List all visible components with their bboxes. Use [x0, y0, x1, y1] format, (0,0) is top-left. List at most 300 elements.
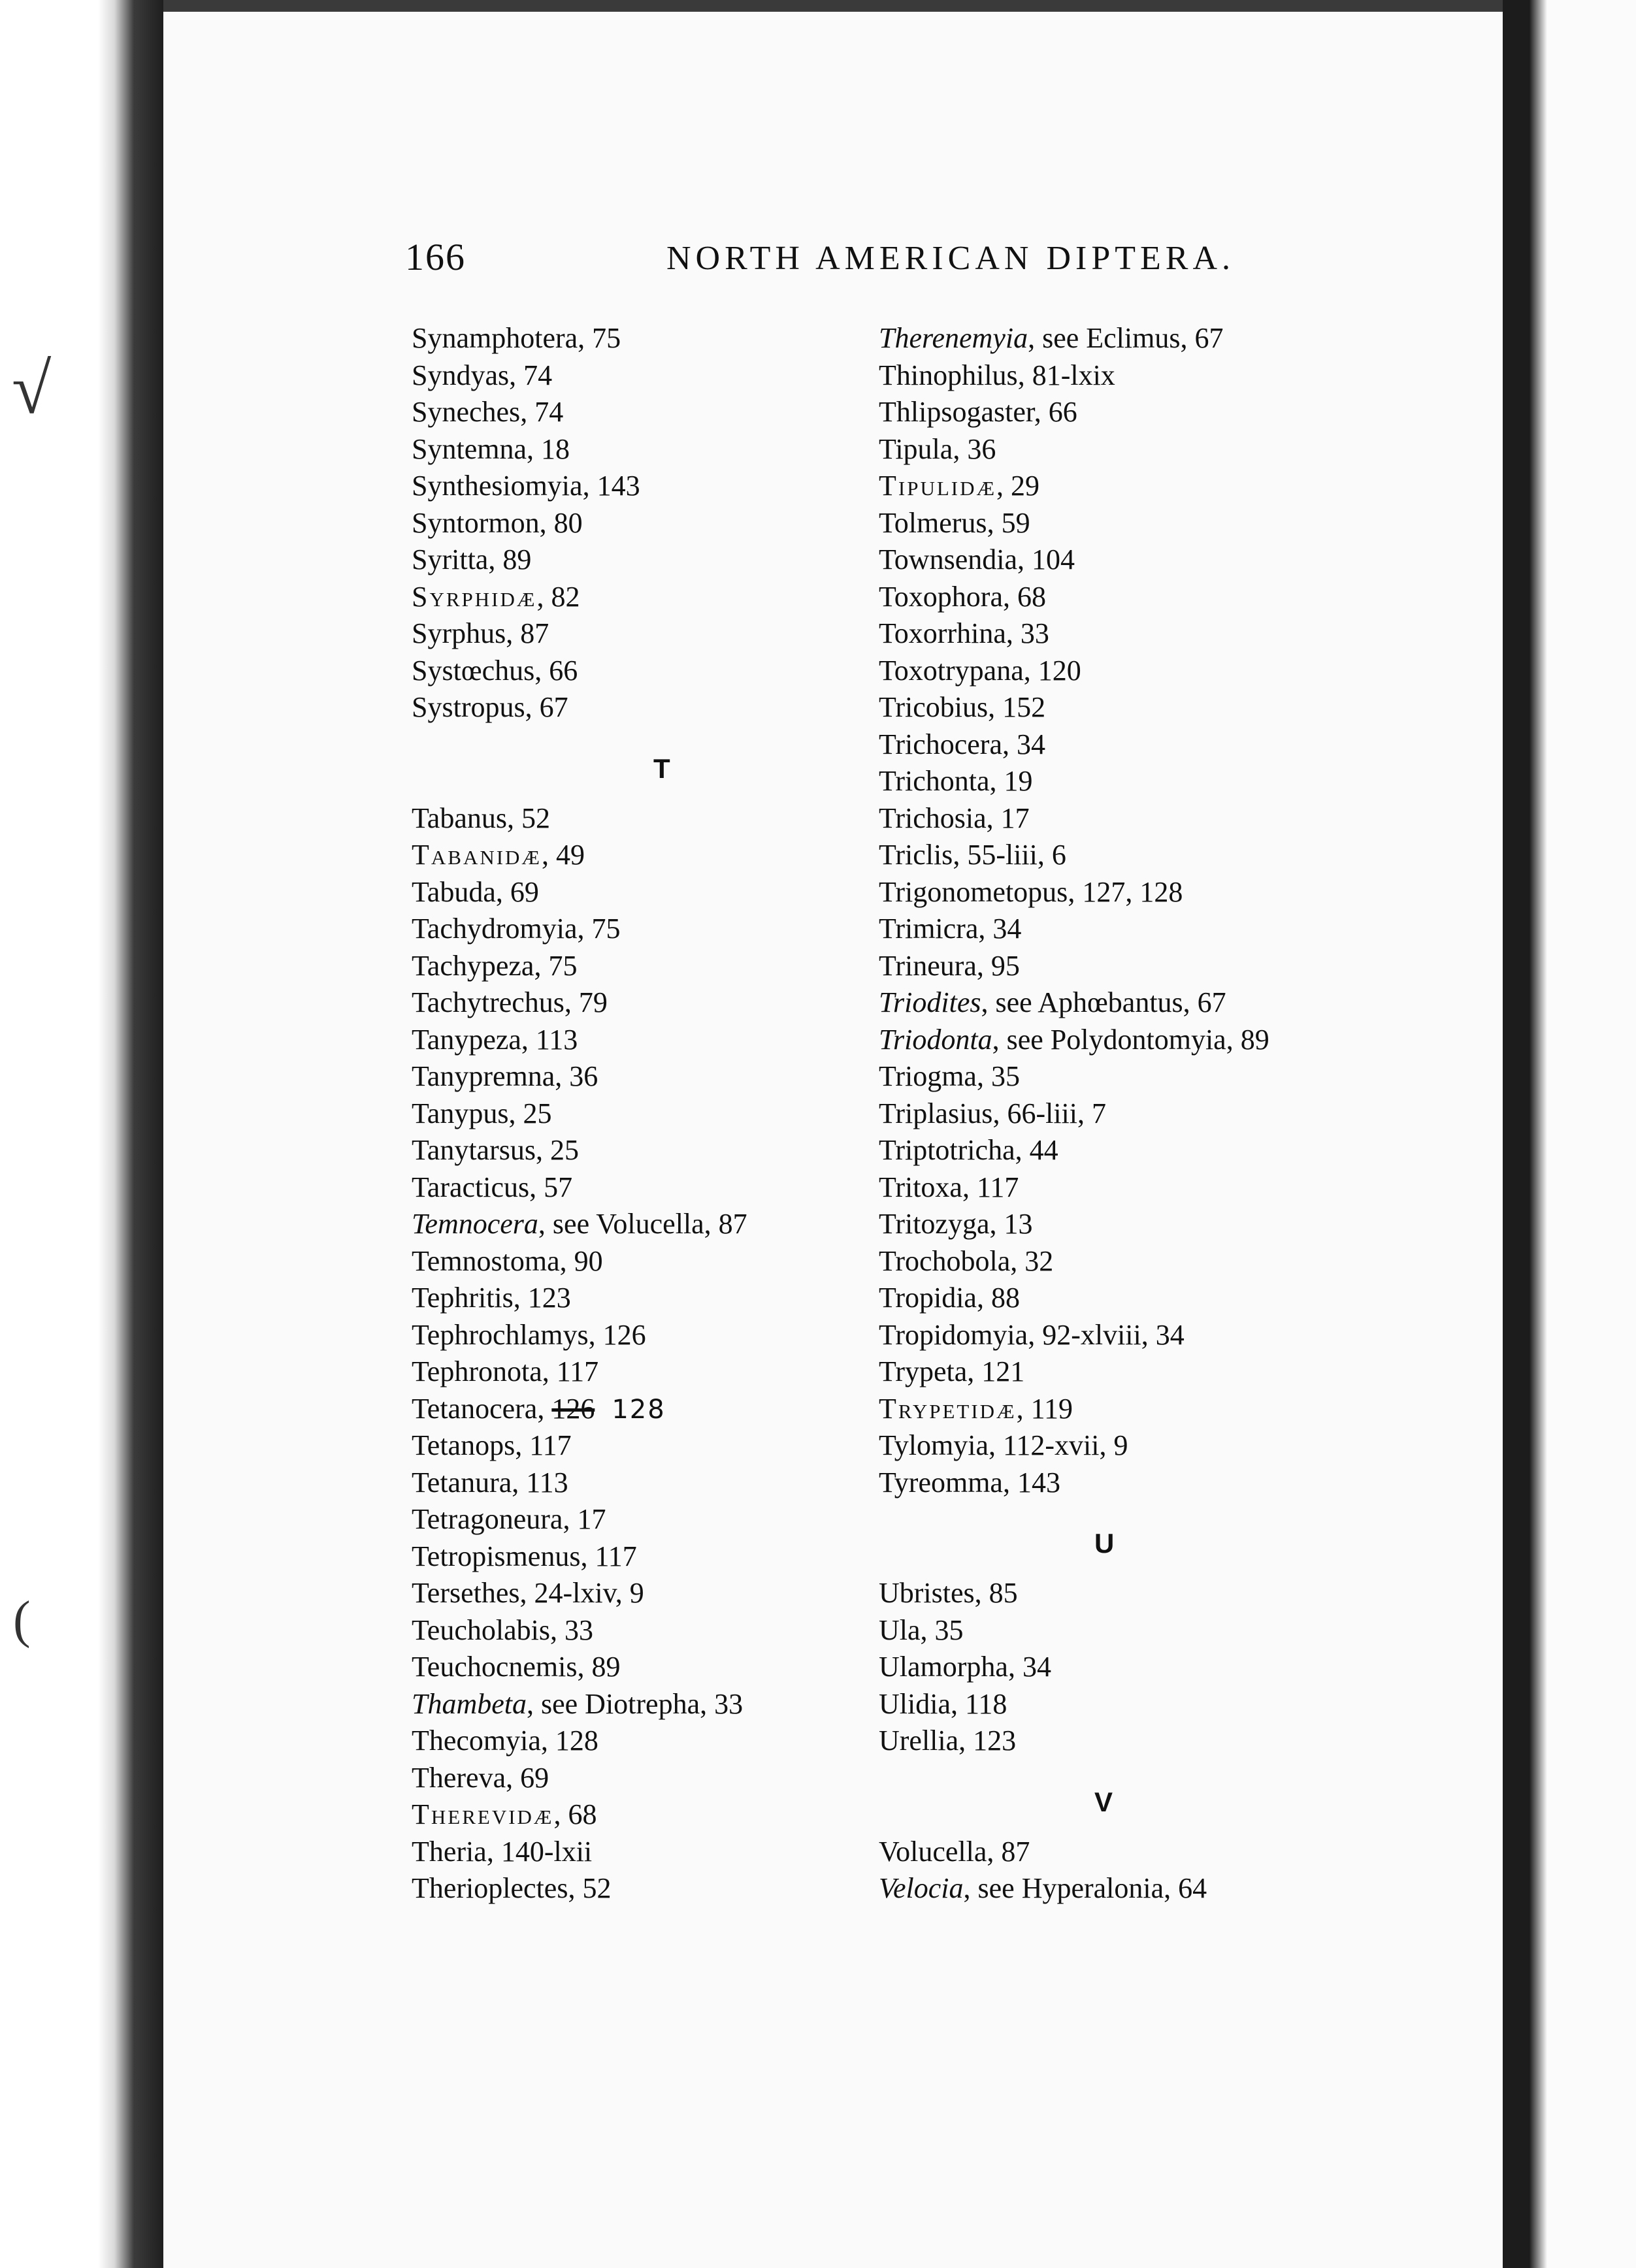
index-column-left: [412, 320, 747, 1907]
entry-separator: ,: [549, 1613, 564, 1646]
entry-page-refs: 88: [990, 1282, 1020, 1314]
entry-name: Tanytarsus: [412, 1134, 536, 1166]
entry-page-refs: 113: [526, 1466, 568, 1498]
entry-name: Triplasius: [879, 1097, 993, 1129]
entry-page-refs: 36: [569, 1060, 598, 1092]
entry-page-refs: 127, 128: [1082, 875, 1183, 908]
entry-name: Tephritis: [412, 1282, 514, 1314]
entry-separator: ,: [527, 1687, 541, 1720]
entry-name: Tanypus: [412, 1097, 509, 1129]
index-entry: [412, 394, 747, 431]
entry-page-refs: 123: [973, 1725, 1017, 1757]
entry-separator: ,: [495, 875, 510, 908]
entry-page-refs: 113: [535, 1023, 578, 1056]
entry-page-refs: see Hyperalonia, 64: [977, 1872, 1207, 1904]
index-entry: [879, 468, 1269, 505]
entry-name: Tachytrechus: [412, 986, 564, 1018]
index-entry: [412, 911, 747, 948]
entry-page-refs: see Aphœbantus, 67: [995, 986, 1226, 1018]
entry-name: Volucella: [879, 1835, 987, 1868]
entry-name: Syneches: [412, 396, 521, 428]
entry-separator: ,: [534, 949, 549, 982]
entry-name: Triodites: [879, 986, 981, 1018]
index-entry: [879, 1353, 1269, 1391]
entry-page-refs: 18: [540, 432, 570, 465]
entry-page-refs: 69: [520, 1761, 549, 1794]
index-entry: [879, 800, 1269, 837]
index-entry: [879, 1575, 1269, 1612]
entry-page-refs: 33: [1020, 617, 1049, 649]
entry-separator: ,: [515, 1429, 530, 1461]
entry-name: Thereva: [412, 1761, 506, 1794]
entry-page-refs: see Polydontomyia, 89: [1006, 1023, 1269, 1056]
entry-name: Tritozyga: [879, 1208, 990, 1240]
index-entry: [412, 1095, 747, 1133]
entry-name: Townsendia: [879, 543, 1017, 575]
entry-name: Trypetidæ: [879, 1392, 1017, 1425]
entry-name: Systropus: [412, 691, 525, 723]
entry-name: Toxotrypana: [879, 654, 1024, 687]
index-entry: [879, 984, 1269, 1022]
entry-page-refs: 95: [990, 949, 1020, 982]
index-entry: [412, 1391, 747, 1428]
entry-name: Tyreomma: [879, 1466, 1003, 1498]
entry-page-refs: 13: [1004, 1208, 1033, 1240]
entry-separator: ,: [1002, 728, 1017, 760]
entry-separator: ,: [953, 839, 968, 871]
entry-separator: ,: [582, 470, 597, 502]
entry-name: Syrphus: [412, 617, 506, 649]
entry-separator: ,: [962, 1171, 977, 1203]
index-entry: [412, 984, 747, 1022]
entry-name: Tropidia: [879, 1282, 977, 1314]
entry-name: Tricobius: [879, 691, 989, 723]
entry-name: Thambeta: [412, 1687, 527, 1720]
entry-name: Synthesiomyia: [412, 470, 583, 502]
entry-separator: ,: [507, 802, 521, 834]
entry-separator: ,: [989, 1429, 1004, 1461]
entry-name: Thecomyia: [412, 1725, 541, 1757]
index-entry: [412, 1723, 747, 1760]
entry-page-refs: 82: [551, 580, 580, 613]
index-entry: [879, 948, 1269, 985]
entry-separator: ,: [1002, 1466, 1017, 1498]
entry-name: Teuchocnemis: [412, 1651, 578, 1683]
margin-pencil-mark-top: √: [12, 349, 52, 429]
index-entry: [879, 874, 1269, 911]
entry-page-refs: 89: [591, 1651, 621, 1683]
entry-separator: ,: [577, 1651, 592, 1683]
entry-page-refs: 32: [1024, 1244, 1054, 1277]
entry-page-refs: 35: [990, 1060, 1020, 1092]
entry-page-refs: 52: [521, 802, 550, 834]
index-entry: [412, 653, 747, 690]
index-entry: [412, 1760, 747, 1797]
entry-separator: ,: [1023, 654, 1038, 687]
entry-separator: ,: [509, 359, 524, 391]
entry-name: Therioplectes: [412, 1872, 568, 1904]
entry-name: Tabanus: [412, 802, 507, 834]
entry-name: Syntormon: [412, 506, 540, 539]
entry-name: Tritoxa: [879, 1171, 962, 1203]
entry-page-refs: 49: [556, 839, 585, 871]
entry-separator: ,: [542, 1355, 557, 1387]
entry-name: Ubristes: [879, 1577, 975, 1609]
entry-page-refs: see Eclimus, 67: [1042, 322, 1224, 354]
entry-page-refs: 128: [555, 1725, 598, 1757]
entry-page-refs: 143: [1017, 1466, 1060, 1498]
index-entry: [879, 1834, 1269, 1871]
index-entry: [879, 320, 1269, 357]
entry-separator: ,: [1028, 1318, 1043, 1351]
index-entry: [879, 689, 1269, 726]
index-entry: [412, 1058, 747, 1095]
entry-separator: ,: [967, 1355, 982, 1387]
entry-name: Velocia: [879, 1872, 964, 1904]
handwritten-correction: 128: [612, 1394, 666, 1425]
entry-name: Thlipsogaster: [879, 396, 1034, 428]
entry-page-refs: 44: [1029, 1134, 1058, 1166]
index-entry: [879, 1280, 1269, 1317]
index-entry: [412, 505, 747, 542]
index-entry: [412, 1612, 747, 1649]
index-entry: [879, 1612, 1269, 1649]
index-entry: [879, 1870, 1269, 1907]
index-entry: [412, 1206, 747, 1243]
index-entry: [879, 1723, 1269, 1760]
entry-separator: ,: [958, 1725, 973, 1757]
entry-name: Trineura: [879, 949, 977, 982]
book-page: [163, 12, 1509, 2268]
entry-page-refs: 140-lxii: [500, 1835, 593, 1868]
entry-name: Ulidia: [879, 1687, 951, 1720]
page-number: 166: [405, 236, 466, 278]
entry-name: Tolmerus: [879, 506, 987, 539]
entry-separator: ,: [1010, 1244, 1025, 1277]
entry-name: Tersethes: [412, 1577, 520, 1609]
entry-page-refs: 81-lxix: [1032, 359, 1115, 391]
entry-separator: ,: [988, 691, 1003, 723]
index-entry: [412, 1132, 747, 1169]
entry-name: Temnostoma: [412, 1244, 560, 1277]
entry-separator: ,: [1007, 1651, 1022, 1683]
index-entry: [412, 1169, 747, 1207]
entry-name: Tanypremna: [412, 1060, 555, 1092]
entry-name: Trigonometopus: [879, 875, 1068, 908]
index-entry: [412, 1427, 747, 1465]
entry-separator: ,: [553, 1798, 568, 1830]
entry-name: Trichocera: [879, 728, 1002, 760]
index-entry: [412, 579, 747, 616]
entry-separator: ,: [536, 1134, 550, 1166]
index-entry: [412, 1870, 747, 1907]
entry-separator: ,: [1068, 875, 1083, 908]
entry-separator: ,: [512, 1466, 527, 1498]
entry-name: Tanypeza: [412, 1023, 521, 1056]
entry-name: Tipula: [879, 432, 953, 465]
entry-page-refs: 33: [564, 1613, 593, 1646]
entry-page-refs: 121: [981, 1355, 1025, 1387]
entry-name: Therenemyia: [879, 322, 1028, 354]
entry-name: Thinophilus: [879, 359, 1018, 391]
letter-heading: U: [1094, 1528, 1115, 1559]
entry-separator: ,: [521, 1023, 536, 1056]
entry-page-refs: 59: [1001, 506, 1030, 539]
index-entry: [879, 1095, 1269, 1133]
entry-page-refs: 68: [568, 1798, 597, 1830]
index-entry: [412, 615, 747, 653]
index-entry: [412, 1353, 747, 1391]
entry-page-refs: 118: [964, 1687, 1007, 1720]
entry-page-refs: 112-xvii, 9: [1003, 1429, 1128, 1461]
index-entry: [879, 911, 1269, 948]
entry-page-refs: see Diotrepha, 33: [541, 1687, 744, 1720]
entry-separator: ,: [542, 839, 556, 871]
entry-page-refs: 143: [597, 470, 640, 502]
index-entry: [412, 1022, 747, 1059]
index-entry: [879, 1243, 1269, 1280]
entry-page-refs: 25: [550, 1134, 579, 1166]
entry-page-refs: 34: [992, 913, 1022, 945]
entry-separator: ,: [953, 432, 968, 465]
index-entry: [412, 320, 747, 357]
entry-name: Syntemna: [412, 432, 527, 465]
entry-separator: ,: [950, 1687, 965, 1720]
index-entry: [412, 1280, 747, 1317]
entry-page-refs: 24-lxiv, 9: [534, 1577, 644, 1609]
index-entry: [879, 1465, 1269, 1502]
entry-page-refs: 92-xlviii, 34: [1042, 1318, 1185, 1351]
entry-name: Tipulidæ: [879, 470, 997, 502]
entry-separator: ,: [506, 617, 521, 649]
entry-page-refs: 35: [934, 1613, 964, 1646]
entry-separator: ,: [534, 654, 549, 687]
index-entry: [412, 874, 747, 911]
entry-page-refs: see Volucella, 87: [552, 1208, 747, 1240]
entry-separator: ,: [996, 470, 1011, 502]
letter-heading: V: [1094, 1786, 1113, 1817]
entry-separator: ,: [520, 396, 535, 428]
index-entry: [412, 948, 747, 985]
index-entry: [412, 431, 747, 468]
index-entry: [412, 1649, 747, 1686]
entry-page-refs: 67: [539, 691, 568, 723]
entry-name: Syndyas: [412, 359, 510, 391]
entry-separator: ,: [1003, 580, 1017, 613]
entry-separator: ,: [1017, 543, 1032, 575]
index-entry: [412, 542, 747, 579]
entry-separator: ,: [1017, 359, 1032, 391]
entry-page-refs: 87: [1001, 1835, 1030, 1868]
entry-page-refs: 75: [591, 913, 621, 945]
index-entry: [412, 689, 747, 726]
index-entry: [879, 1058, 1269, 1095]
entry-name: Tabuda: [412, 875, 496, 908]
entry-separator: ,: [987, 506, 1002, 539]
entry-separator: ,: [519, 1577, 534, 1609]
index-entry: [879, 542, 1269, 579]
entry-page-refs: 117: [595, 1540, 637, 1572]
entry-separator: ,: [506, 1761, 521, 1794]
entry-name: Trichonta: [879, 765, 990, 797]
entry-page-refs: 117: [529, 1429, 572, 1461]
entry-separator: ,: [488, 543, 503, 575]
index-entry: [879, 1317, 1269, 1354]
entry-page-refs: 29: [1011, 470, 1040, 502]
entry-page-refs: 123: [527, 1282, 571, 1314]
index-entry: [879, 394, 1269, 431]
entry-separator: ,: [588, 1318, 603, 1351]
entry-separator: ,: [1028, 322, 1043, 354]
entry-page-refs: 74: [534, 396, 564, 428]
entry-name: Tephronota: [412, 1355, 542, 1387]
index-entry: [412, 357, 747, 395]
entry-separator: ,: [1006, 617, 1021, 649]
entry-page-refs: 69: [510, 875, 539, 908]
entry-page-refs: 68: [1017, 580, 1046, 613]
entry-separator: ,: [992, 1023, 1007, 1056]
entry-separator: ,: [974, 1577, 989, 1609]
entry-page-refs: 90: [574, 1244, 603, 1277]
entry-page-refs: 119: [1030, 1392, 1073, 1425]
entry-name: Tachydromyia: [412, 913, 578, 945]
entry-name: Triogma: [879, 1060, 977, 1092]
entry-name: Synamphotera: [412, 322, 578, 354]
index-entry: [879, 1427, 1269, 1465]
entry-name: Tetanops: [412, 1429, 515, 1461]
entry-page-refs: 87: [520, 617, 549, 649]
entry-name: Syrphidæ: [412, 580, 537, 613]
entry-page-refs: 66: [549, 654, 578, 687]
entry-separator: ,: [563, 1503, 578, 1535]
entry-separator: ,: [920, 1613, 935, 1646]
entry-separator: ,: [1015, 1134, 1030, 1166]
entry-page-refs: 75: [592, 322, 621, 354]
entry-page-refs: 19: [1004, 765, 1033, 797]
entry-name: Tephrochlamys: [412, 1318, 589, 1351]
entry-page-refs: 34: [1016, 728, 1045, 760]
index-entry: [879, 763, 1269, 800]
entry-separator: ,: [580, 1540, 595, 1572]
scan-binding-shadow: [1503, 0, 1529, 2268]
index-entry: [879, 1022, 1269, 1059]
entry-page-refs: 17: [577, 1503, 606, 1535]
entry-separator: ,: [578, 322, 593, 354]
margin-pencil-mark-bottom: (: [13, 1591, 31, 1649]
entry-name: Triclis: [879, 839, 953, 871]
entry-page-refs: 120: [1038, 654, 1081, 687]
index-entry: [879, 1206, 1269, 1243]
entry-name: Teucholabis: [412, 1613, 550, 1646]
entry-page-refs: 117: [556, 1355, 599, 1387]
index-entry: [879, 505, 1269, 542]
entry-page-refs: 85: [989, 1577, 1018, 1609]
entry-separator: ,: [976, 949, 991, 982]
entry-separator: ,: [537, 1392, 552, 1425]
entry-name: Urellia: [879, 1725, 959, 1757]
entry-name: Therevidæ: [412, 1798, 554, 1830]
entry-name: Tylomyia: [879, 1429, 989, 1461]
index-entry: [879, 837, 1269, 874]
entry-page-refs: 36: [967, 432, 996, 465]
index-entry: [412, 1465, 747, 1502]
index-entry: [879, 653, 1269, 690]
entry-separator: ,: [577, 913, 592, 945]
entry-separator: ,: [568, 1872, 583, 1904]
entry-separator: ,: [538, 1208, 553, 1240]
entry-page-refs: 75: [548, 949, 578, 982]
entry-separator: ,: [989, 1208, 1004, 1240]
entry-name: Tetragoneura: [412, 1503, 563, 1535]
entry-page-refs: 126: [551, 1392, 595, 1425]
index-entry: [412, 1796, 747, 1834]
entry-separator: ,: [486, 1835, 501, 1868]
entry-name: Tropidomyia: [879, 1318, 1028, 1351]
index-entry: [879, 615, 1269, 653]
entry-separator: ,: [976, 1282, 991, 1314]
index-entry: [879, 1169, 1269, 1207]
index-entry: [412, 1501, 747, 1538]
index-entry: [412, 800, 747, 837]
entry-page-refs: 126: [602, 1318, 646, 1351]
entry-page-refs: 34: [1022, 1651, 1051, 1683]
entry-name: Trimicra: [879, 913, 979, 945]
entry-separator: ,: [539, 506, 554, 539]
entry-separator: ,: [963, 1872, 978, 1904]
entry-name: Triptotricha: [879, 1134, 1015, 1166]
entry-separator: ,: [1034, 396, 1049, 428]
entry-separator: ,: [513, 1282, 528, 1314]
index-entry: [412, 1243, 747, 1280]
entry-page-refs: 80: [553, 506, 583, 539]
entry-separator: ,: [986, 802, 1001, 834]
entry-name: Trypeta: [879, 1355, 968, 1387]
entry-separator: ,: [540, 1725, 555, 1757]
index-entry: [412, 837, 747, 874]
entry-page-refs: 152: [1002, 691, 1046, 723]
entry-name: Tetropismenus: [412, 1540, 581, 1572]
index-entry: [879, 357, 1269, 395]
index-entry: [412, 1686, 747, 1723]
entry-separator: ,: [981, 986, 996, 1018]
entry-name: Toxorrhina: [879, 617, 1006, 649]
index-entry: [879, 1132, 1269, 1169]
entry-separator: ,: [992, 1097, 1007, 1129]
entry-separator: ,: [978, 913, 993, 945]
letter-heading: T: [653, 753, 670, 784]
entry-name: Triodonta: [879, 1023, 992, 1056]
entry-name: Systœchus: [412, 654, 535, 687]
entry-page-refs: 89: [502, 543, 532, 575]
entry-name: Ulamorpha: [879, 1651, 1008, 1683]
entry-name: Taracticus: [412, 1171, 530, 1203]
index-entry: [879, 726, 1269, 764]
entry-page-refs: 57: [544, 1171, 573, 1203]
index-entry: [879, 1649, 1269, 1686]
index-entry: [879, 1686, 1269, 1723]
entry-separator: ,: [1016, 1392, 1031, 1425]
entry-name: Theria: [412, 1835, 487, 1868]
entry-name: Syritta: [412, 543, 489, 575]
entry-separator: ,: [555, 1060, 570, 1092]
entry-page-refs: 79: [578, 986, 608, 1018]
entry-page-refs: 66-liii, 7: [1007, 1097, 1106, 1129]
index-entry: [412, 1317, 747, 1354]
entry-name: Tetanocera: [412, 1392, 538, 1425]
entry-name: Tetanura: [412, 1466, 512, 1498]
index-entry: [412, 468, 747, 505]
index-entry: [879, 1391, 1269, 1428]
